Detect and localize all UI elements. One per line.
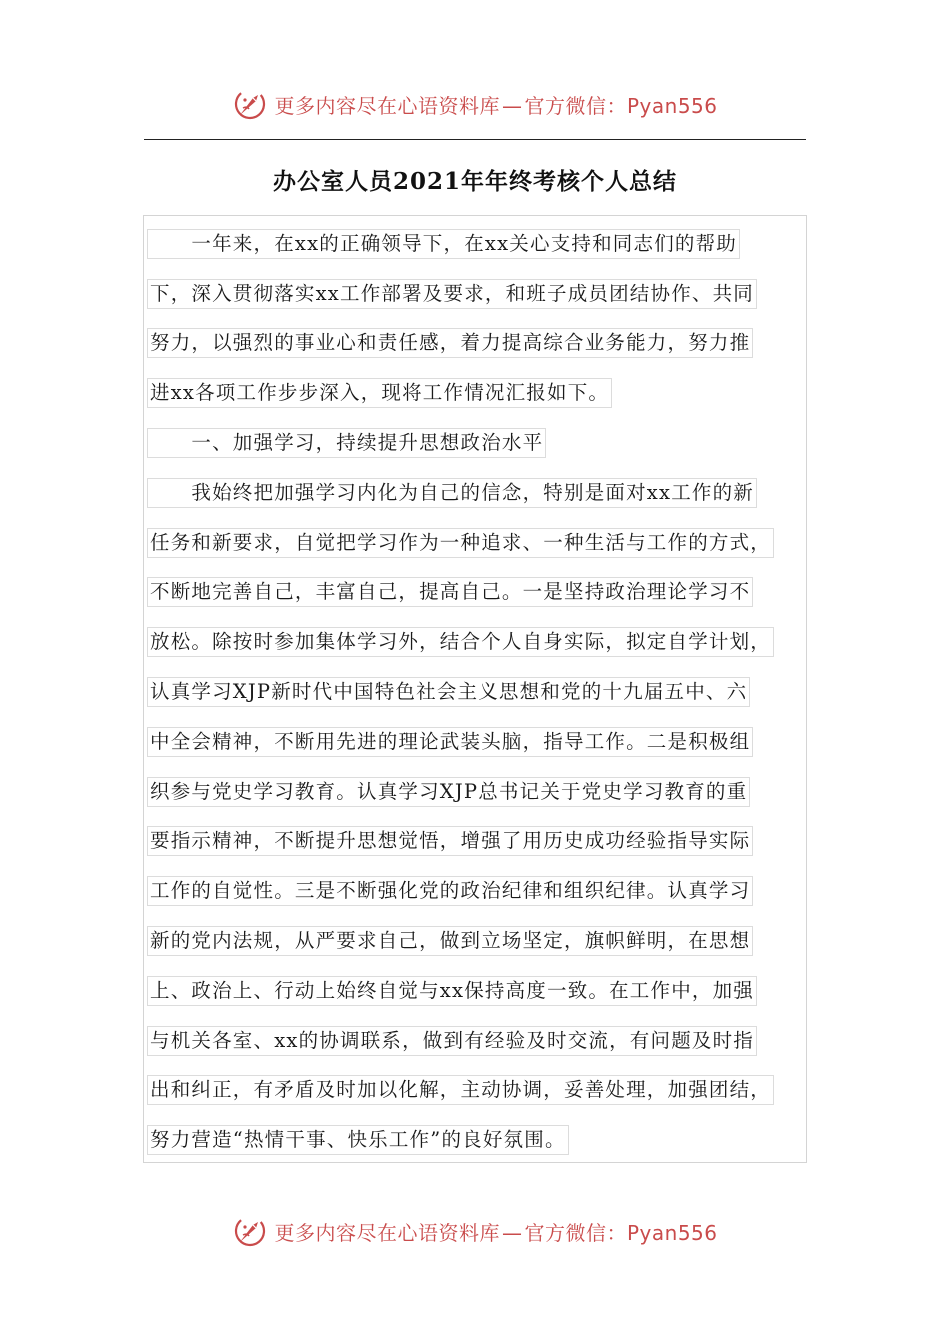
banner-text <box>274 90 717 119</box>
text-line <box>147 817 815 867</box>
text-line-content: 工作的自觉性。三是不断强化党的政治纪律和组织纪律。认真学习 <box>147 876 753 906</box>
header-divider <box>144 139 806 140</box>
footer-banner <box>0 1211 950 1251</box>
document-title: 办公室人员2021年年终考核个人总结 <box>272 168 677 195</box>
text-line <box>147 767 815 817</box>
text-line <box>147 269 815 319</box>
header-banner <box>0 84 950 124</box>
pen-logo-icon <box>232 1213 268 1249</box>
text-line <box>147 568 815 618</box>
text-line <box>147 617 815 667</box>
text-line-content: 出和纠正，有矛盾及时加以化解，主动协调，妥善处理，加强团结， <box>147 1075 774 1105</box>
text-line <box>147 468 815 518</box>
text-line <box>147 717 815 767</box>
text-line <box>147 1115 815 1165</box>
text-line <box>147 916 815 966</box>
banner-wechat-label: 官方微信： <box>524 93 627 118</box>
text-line <box>147 667 815 717</box>
banner-separator: — <box>501 93 523 118</box>
text-line <box>147 418 815 468</box>
text-line-content: 中全会精神，不断用先进的理论武装头脑，指导工作。二是积极组 <box>147 727 753 757</box>
text-line-content: 不断地完善自己，丰富自己，提高自己。一是坚持政治理论学习不 <box>147 577 753 607</box>
text-line-content: 一年来，在xx的正确领导下，在xx关心支持和同志们的帮助 <box>147 229 740 259</box>
text-line-content: 努力营造“热情干事、快乐工作”的良好氛围。 <box>147 1125 569 1155</box>
text-line <box>147 1016 815 1066</box>
text-line <box>147 368 815 418</box>
text-line-content: 进xx各项工作步步深入，现将工作情况汇报如下。 <box>147 378 612 408</box>
banner-text <box>274 1217 717 1246</box>
text-line-content: 织参与党史学习教育。认真学习XJP总书记关于党史学习教育的重 <box>147 777 750 807</box>
banner-wechat-id: Pyan556 <box>626 93 718 118</box>
banner-wechat-label: 官方微信： <box>524 1220 627 1245</box>
text-line-content: 任务和新要求，自觉把学习作为一种追求、一种生活与工作的方式， <box>147 528 774 558</box>
text-line <box>147 866 815 916</box>
pen-logo-icon <box>232 86 268 122</box>
banner-separator: — <box>501 1220 523 1245</box>
text-line-content: 新的党内法规，从严要求自己，做到立场坚定，旗帜鲜明，在思想 <box>147 926 753 956</box>
banner-site-name: 更多内容尽在心语资料库 <box>274 93 500 118</box>
text-line <box>147 966 815 1016</box>
text-line-content: 努力，以强烈的事业心和责任感，着力提高综合业务能力，努力推 <box>147 328 753 358</box>
text-line-content: 下，深入贯彻落实xx工作部署及要求，和班子成员团结协作、共同 <box>147 279 757 309</box>
document-body <box>147 219 815 1165</box>
banner-site-name: 更多内容尽在心语资料库 <box>274 1220 500 1245</box>
text-line <box>147 219 815 269</box>
text-line <box>147 518 815 568</box>
text-line-content: 上、政治上、行动上始终自觉与xx保持高度一致。在工作中，加强 <box>147 976 757 1006</box>
text-line <box>147 319 815 369</box>
text-line-content: 与机关各室、xx的协调联系，做到有经验及时交流，有问题及时指 <box>147 1026 757 1056</box>
text-line-content: 一、加强学习，持续提升思想政治水平 <box>147 428 546 458</box>
text-line-content: 我始终把加强学习内化为自己的信念，特别是面对xx工作的新 <box>147 478 757 508</box>
banner-wechat-id: Pyan556 <box>626 1220 718 1245</box>
text-line-content: 放松。除按时参加集体学习外，结合个人自身实际，拟定自学计划， <box>147 627 774 657</box>
text-line-content: 要指示精神，不断提升思想觉悟，增强了用历史成功经验指导实际 <box>147 826 753 856</box>
text-line <box>147 1066 815 1116</box>
text-line-content: 认真学习XJP新时代中国特色社会主义思想和党的十九届五中、六 <box>147 677 750 707</box>
